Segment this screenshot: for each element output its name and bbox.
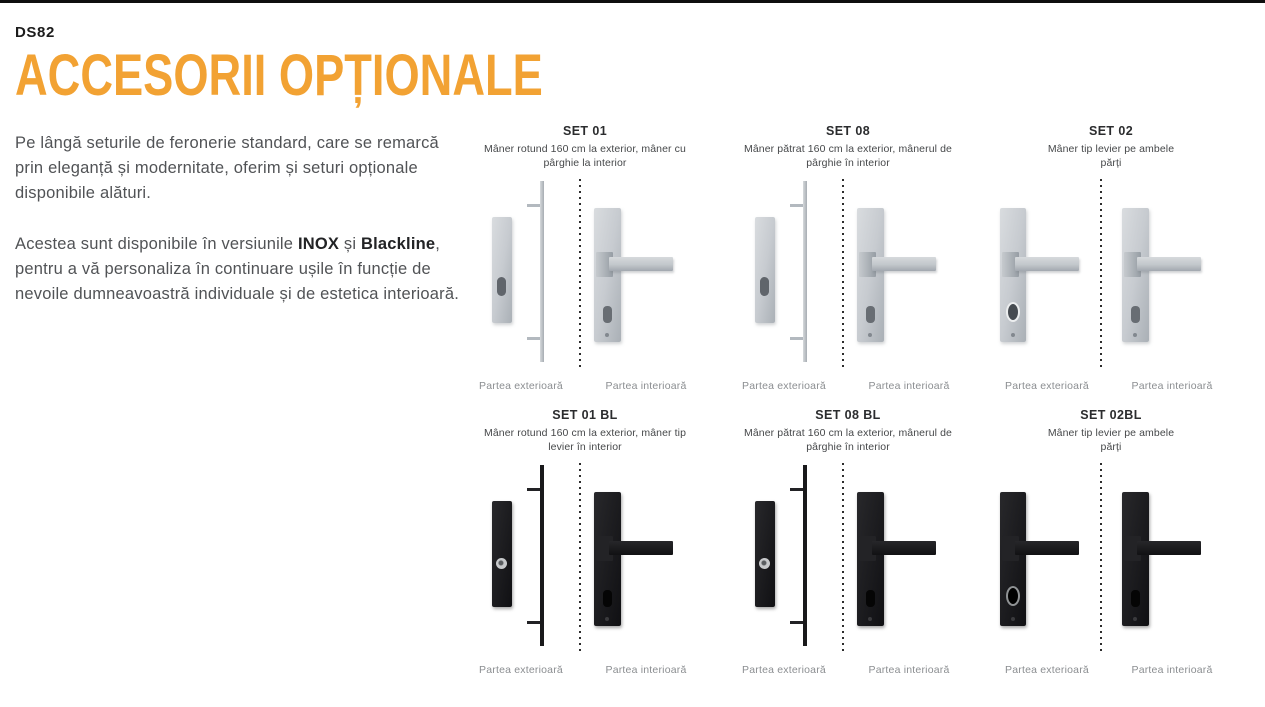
door-split-line	[1100, 179, 1102, 369]
lever-arm	[1137, 541, 1201, 555]
interior-label: Partea interioară	[605, 664, 687, 676]
lever-arm	[1015, 257, 1079, 271]
exterior-pull-handle	[540, 181, 544, 362]
lever-arm	[1015, 541, 1079, 555]
set-card-set-02bl	[981, 408, 1241, 676]
keyhole	[866, 306, 875, 323]
exterior-escutcheon	[755, 501, 775, 607]
screw	[868, 333, 872, 337]
intro-p2-mid: și	[339, 235, 361, 253]
pull-standoff	[790, 204, 803, 207]
set-card-set-08-bl	[718, 408, 978, 676]
set-name: SET 08	[825, 124, 871, 138]
set-figure	[455, 463, 715, 676]
door-split-line	[842, 179, 844, 369]
product-code: DS82	[15, 24, 55, 41]
set-name: SET 02BL	[1080, 408, 1142, 422]
exterior-pull-handle	[803, 181, 807, 362]
keyhole	[759, 558, 770, 569]
interior-plate	[594, 208, 621, 342]
hardware-illustration	[460, 179, 710, 371]
screw	[1133, 617, 1137, 621]
set-description: Mâner pătrat 160 cm la exterior, mânerul de pârghie în interior	[744, 143, 952, 169]
exterior-escutcheon	[492, 217, 512, 323]
set-figure	[455, 179, 715, 392]
exterior-escutcheon	[492, 501, 512, 607]
interior-plate	[1122, 492, 1149, 626]
hardware-illustration	[723, 463, 973, 655]
pull-standoff	[527, 621, 540, 624]
hardware-illustration	[986, 463, 1236, 655]
set-card-set-01	[455, 124, 715, 392]
set-figure	[981, 179, 1241, 392]
set-card-set-01-bl	[455, 408, 715, 676]
interior-label: Partea interioară	[868, 664, 950, 676]
pull-standoff	[527, 204, 540, 207]
screw	[605, 333, 609, 337]
exterior-pull-handle	[540, 465, 544, 646]
side-labels	[986, 380, 1236, 392]
exterior-label: Partea exterioară	[1005, 380, 1089, 392]
lever-arm	[609, 541, 673, 555]
intro-paragraph-2	[15, 232, 460, 307]
sets-grid	[455, 124, 1245, 676]
page-title: ACCESORII OPȚIONALE	[15, 43, 543, 108]
exterior-plate	[1000, 492, 1026, 626]
door-split-line	[842, 463, 844, 653]
door-split-line	[1100, 463, 1102, 653]
exterior-label: Partea exterioară	[742, 664, 826, 676]
pull-standoff	[527, 337, 540, 340]
interior-plate	[857, 492, 884, 626]
keyhole	[603, 306, 612, 323]
intro-p2-bold-blackline: Blackline	[361, 235, 436, 253]
screw	[1133, 333, 1137, 337]
set-description: Mâner rotund 160 cm la exterior, mâner tip levier în interior	[483, 427, 687, 453]
set-description: Mâner tip levier pe ambele părți	[1047, 427, 1175, 453]
keyhole	[866, 590, 875, 607]
set-card-set-08	[718, 124, 978, 392]
page-top-rule	[0, 0, 1265, 3]
set-name: SET 02	[1088, 124, 1134, 138]
keyhole	[496, 558, 507, 569]
lever-arm	[609, 257, 673, 271]
side-labels	[723, 664, 973, 676]
screw	[605, 617, 609, 621]
hardware-illustration	[723, 179, 973, 371]
pull-standoff	[790, 337, 803, 340]
pull-standoff	[527, 488, 540, 491]
exterior-label: Partea exterioară	[742, 380, 826, 392]
side-labels	[986, 664, 1236, 676]
set-description: Mâner tip levier pe ambele părți	[1047, 143, 1175, 169]
interior-label: Partea interioară	[1131, 380, 1213, 392]
keyhole-cover	[1006, 586, 1020, 606]
interior-label: Partea interioară	[868, 380, 950, 392]
set-name: SET 01	[562, 124, 608, 138]
set-name: SET 08 BL	[815, 408, 881, 422]
keyhole	[760, 277, 769, 296]
screw	[1011, 617, 1015, 621]
interior-plate	[1122, 208, 1149, 342]
side-labels	[460, 664, 710, 676]
hardware-illustration	[460, 463, 710, 655]
intro-p2-bold-inox: INOX	[297, 235, 340, 253]
intro-p2-post: , pentru a vă personaliza în continuare ușile în funcție de nevoile dumneavoastră individuale și de estetica interioară.	[15, 235, 460, 303]
keyhole-cover	[1006, 302, 1020, 322]
exterior-label: Partea exterioară	[1005, 664, 1089, 676]
pull-standoff	[790, 621, 803, 624]
door-split-line	[579, 463, 581, 653]
side-labels	[723, 380, 973, 392]
keyhole	[1131, 590, 1140, 607]
set-figure	[718, 463, 978, 676]
set-description: Mâner rotund 160 cm la exterior, mâner cu pârghie la interior	[484, 143, 686, 169]
lever-arm	[1137, 257, 1201, 271]
exterior-pull-handle	[803, 465, 807, 646]
keyhole	[497, 277, 506, 296]
hardware-illustration	[986, 179, 1236, 371]
keyhole	[1131, 306, 1140, 323]
lever-arm	[872, 257, 936, 271]
interior-plate	[857, 208, 884, 342]
set-name: SET 01 BL	[552, 408, 618, 422]
exterior-plate	[1000, 208, 1026, 342]
intro-paragraph-1: Pe lângă seturile de feronerie standard, care se remarcă prin eleganță și modernitate, oferim și seturi opționale disponibile alături.	[15, 134, 439, 202]
exterior-label: Partea exterioară	[479, 380, 563, 392]
interior-plate	[594, 492, 621, 626]
screw	[868, 617, 872, 621]
set-figure	[718, 179, 978, 392]
interior-label: Partea interioară	[1131, 664, 1213, 676]
keyhole	[603, 590, 612, 607]
side-labels	[460, 380, 710, 392]
intro-p2-pre: Acestea sunt disponibile în versiunile	[15, 235, 298, 253]
lever-arm	[872, 541, 936, 555]
interior-label: Partea interioară	[605, 380, 687, 392]
intro-column	[15, 24, 543, 307]
set-description: Mâner pătrat 160 cm la exterior, mânerul de pârghie în interior	[744, 427, 952, 453]
screw	[1011, 333, 1015, 337]
exterior-label: Partea exterioară	[479, 664, 563, 676]
pull-standoff	[790, 488, 803, 491]
set-figure	[981, 463, 1241, 676]
door-split-line	[579, 179, 581, 369]
set-card-set-02	[981, 124, 1241, 392]
exterior-escutcheon	[755, 217, 775, 323]
